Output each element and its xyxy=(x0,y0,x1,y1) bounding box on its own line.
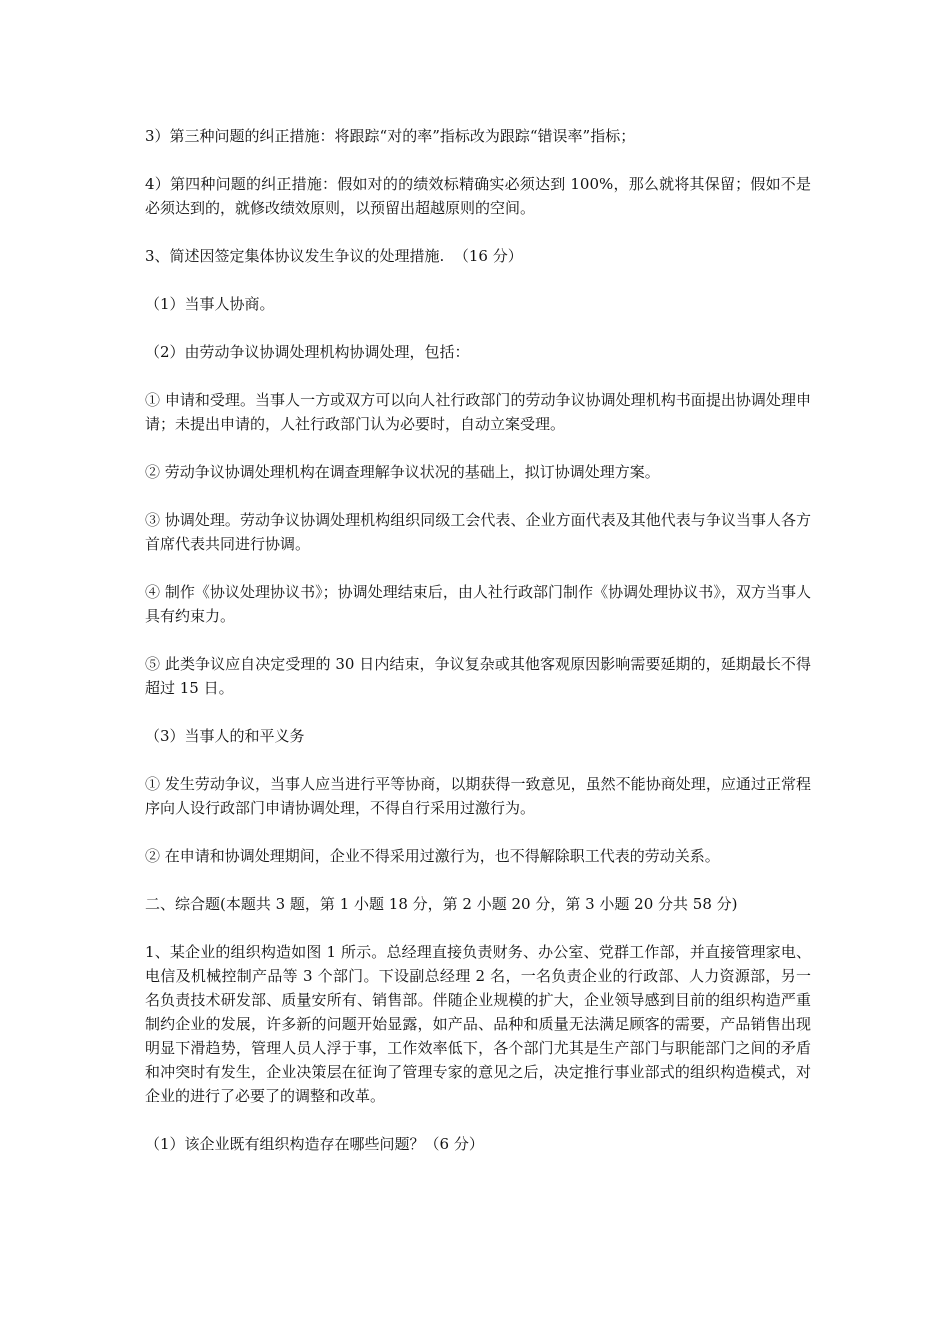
case-description: 1、某企业的组织构造如图 1 所示。总经理直接负责财务、办公室、党群工作部，并直接管理家电、电信及机械控制产品等 3 个部门。下设副总经理 2 名，一名负责企业的行政部、人力资源部，另一名负责技术研发部、质量安所有、销售部。伴随企业规模的扩大，企业领导感到目前的组织构造严重制约企业的发展，许多新的问题开始显露，如产品、品种和质量无法满足顾客的需要，产品销售出现明显下滑趋势，管理人员人浮于事，工作效率低下，各个部门尤其是生产部门与职能部门之间的矛盾和冲突时有发生，企业决策层在征询了管理专家的意见之后，决定推行事业部式的组织构造模式，对企业的进行了必要了的调整和改革。 xyxy=(145,943,811,1105)
section-heading-comprehensive: 二、综合题(本题共 3 题，第 1 小题 18 分，第 2 小题 20 分，第 3 小题 20 分共 58 分) xyxy=(145,895,738,913)
document-body xyxy=(145,124,811,1156)
list-item-coordination: ③ 协调处理。劳动争议协调处理机构组织同级工会代表、企业方面代表及其他代表与争议当事人各方首席代表共同进行协调。 xyxy=(145,511,811,553)
list-item-no-dismissal: ② 在申请和协调处理期间，企业不得采用过激行为，也不得解除职工代表的劳动关系。 xyxy=(145,847,720,865)
case-question-1: （1）该企业既有组织构造存在哪些问题？（6 分） xyxy=(145,1135,484,1153)
list-item-deadline: ⑤ 此类争议应自决定受理的 30 日内结束，争议复杂或其他客观原因影响需要延期的，延期最长不得超过 15 日。 xyxy=(145,655,811,697)
subsection-negotiation: （1）当事人协商。 xyxy=(145,295,275,313)
paragraph-corrective-measure-4: 4）第四种问题的纠正措施：假如对的的绩效标精确实必须达到 100%，那么就将其保留；假如不是必须达到的，就修改绩效原则，以预留出超越原则的空间。 xyxy=(145,175,811,217)
list-item-agreement: ④ 制作《协议处理协议书》；协调处理结束后，由人社行政部门制作《协调处理协议书》，双方当事人具有约束力。 xyxy=(145,583,811,625)
list-item-equal-negotiation: ① 发生劳动争议，当事人应当进行平等协商，以期获得一致意见，虽然不能协商处理，应通过正常程序向人设行政部门申请协调处理，不得自行采用过激行为。 xyxy=(145,775,811,817)
list-item-investigation: ② 劳动争议协调处理机构在调查理解争议状况的基础上，拟订协调处理方案。 xyxy=(145,463,660,481)
subsection-peace-obligation: （3）当事人的和平义务 xyxy=(145,727,305,745)
question-heading-3: 3、简述因签定集体协议发生争议的处理措施. （16 分） xyxy=(145,247,523,265)
list-item-application: ① 申请和受理。当事人一方或双方可以向人社行政部门的劳动争议协调处理机构书面提出协调处理申请；未提出申请的，人社行政部门认为必要时，自动立案受理。 xyxy=(145,391,811,433)
subsection-coordination: （2）由劳动争议协调处理机构协调处理，包括： xyxy=(145,343,470,361)
paragraph-corrective-measure-3: 3）第三种问题的纠正措施：将跟踪“对的率”指标改为跟踪“错误率”指标； xyxy=(145,127,636,145)
